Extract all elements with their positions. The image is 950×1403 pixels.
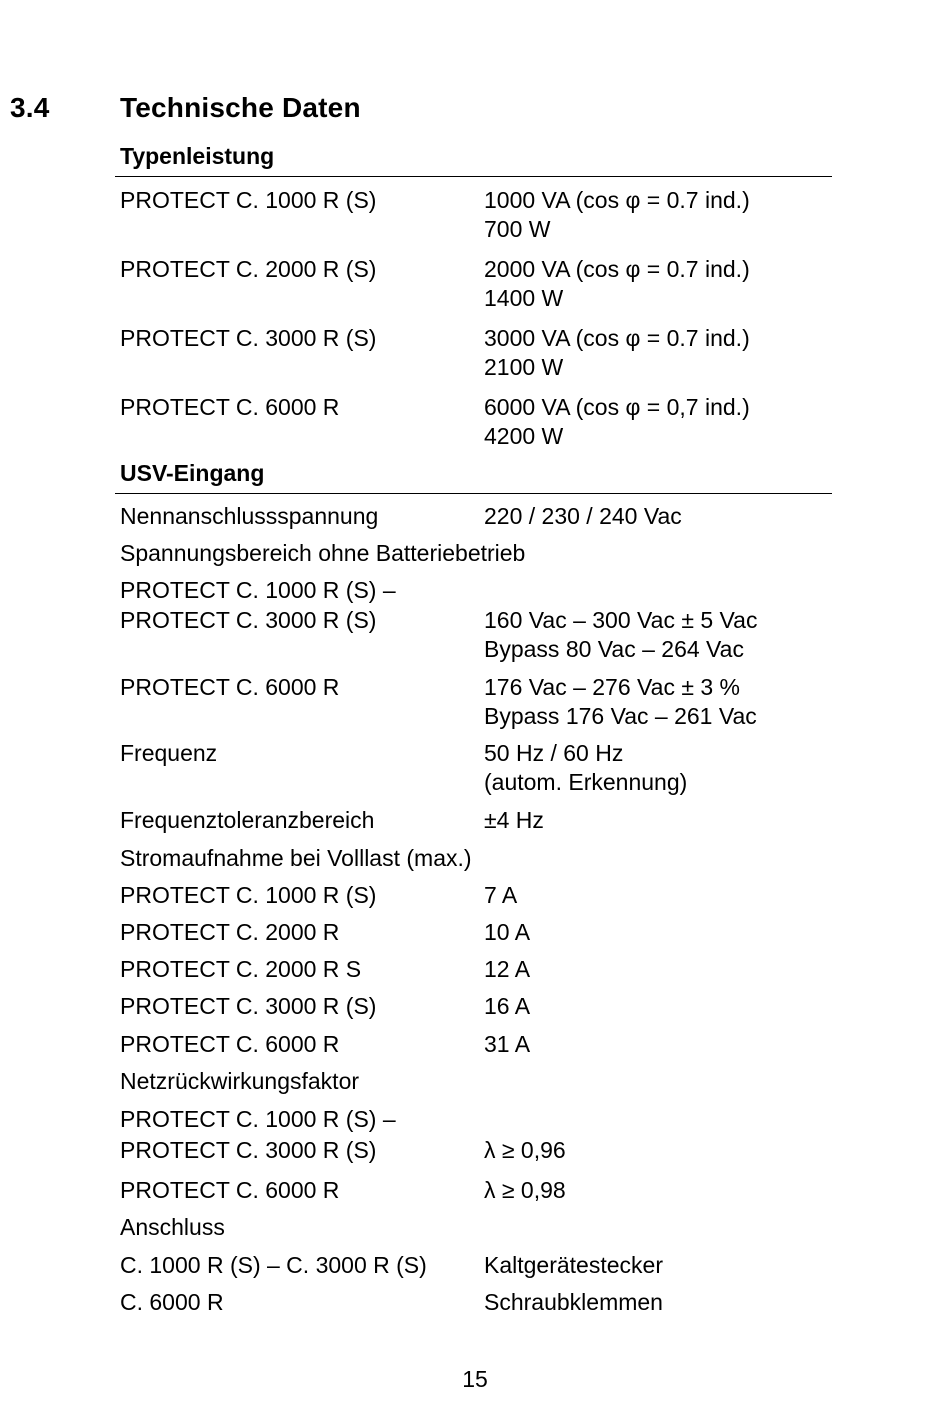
anschluss-title: Anschluss (120, 1214, 225, 1240)
strom-title: Stromaufnahme bei Volllast (max.) (120, 845, 472, 871)
spannung-range-a-value1: 160 Vac – 300 Vac ± 5 Vac (484, 607, 758, 633)
typ-model: PROTECT C. 2000 R (S) (120, 256, 377, 282)
spannungsbereich-title: Spannungsbereich ohne Batteriebetrieb (120, 540, 526, 566)
anschluss-value: Kaltgerätestecker (484, 1252, 663, 1278)
typ-w: 1400 W (484, 285, 564, 311)
typ-value (484, 255, 750, 313)
typ-w: 700 W (484, 216, 551, 242)
spannung-range-b-value (484, 673, 757, 731)
strom-model: PROTECT C. 6000 R (120, 1031, 340, 1057)
usv-eingang-heading-text: USV-Eingang (120, 460, 265, 486)
netz-b-value: λ ≥ 0,98 (484, 1177, 566, 1203)
anschluss-value: Schraubklemmen (484, 1289, 663, 1315)
spannung-range-b-value2: Bypass 176 Vac – 261 Vac (484, 703, 757, 729)
section-title: Technische Daten (120, 92, 361, 123)
nenn-value: 220 / 230 / 240 Vac (484, 503, 682, 529)
netz-range-line2: PROTECT C. 3000 R (S) (120, 1137, 377, 1163)
freqtol-value: ±4 Hz (484, 807, 544, 833)
typ-value (484, 393, 750, 451)
section-number: 3.4 (10, 92, 50, 123)
frequenz-value (484, 739, 687, 797)
strom-model: PROTECT C. 3000 R (S) (120, 993, 377, 1019)
frequenz-label: Frequenz (120, 740, 218, 766)
freqtol-label: Frequenztoleranzbereich (120, 807, 375, 833)
anschluss-model: C. 6000 R (120, 1289, 224, 1315)
netz-b-label: PROTECT C. 6000 R (120, 1177, 340, 1203)
typ-va: 1000 VA (cos φ = 0.7 ind.) (484, 187, 750, 213)
typ-va: 2000 VA (cos φ = 0.7 ind.) (484, 256, 750, 282)
typ-va: 3000 VA (cos φ = 0.7 ind.) (484, 325, 750, 351)
typ-w: 2100 W (484, 354, 564, 380)
nenn-label: Nennanschlussspannung (120, 503, 379, 529)
page-number: 15 (462, 1366, 488, 1392)
typ-va: 6000 VA (cos φ = 0,7 ind.) (484, 394, 750, 420)
usv-eingang-heading (115, 460, 832, 494)
frequenz-value2: (autom. Erkennung) (484, 769, 688, 795)
strom-value: 7 A (484, 882, 518, 908)
spannung-range-b-label: PROTECT C. 6000 R (120, 674, 340, 700)
spannung-range-b-value1: 176 Vac – 276 Vac ± 3 % (484, 674, 740, 700)
strom-value: 12 A (484, 956, 531, 982)
netz-range-line1: PROTECT C. 1000 R (S) – (120, 1106, 396, 1132)
strom-value: 16 A (484, 993, 531, 1019)
typ-model: PROTECT C. 1000 R (S) (120, 187, 377, 213)
typ-model: PROTECT C. 6000 R (120, 394, 340, 420)
typ-value (484, 324, 750, 382)
typenleistung-heading (115, 143, 832, 177)
spannung-range-a-line2: PROTECT C. 3000 R (S) (120, 607, 377, 633)
typ-value (484, 186, 750, 244)
spannung-range-a-line1: PROTECT C. 1000 R (S) – (120, 577, 396, 603)
strom-model: PROTECT C. 2000 R S (120, 956, 362, 982)
strom-value: 31 A (484, 1031, 531, 1057)
strom-model: PROTECT C. 1000 R (S) (120, 882, 377, 908)
frequenz-value1: 50 Hz / 60 Hz (484, 740, 624, 766)
netz-range-value: λ ≥ 0,96 (484, 1137, 566, 1163)
typ-model: PROTECT C. 3000 R (S) (120, 325, 377, 351)
strom-model: PROTECT C. 2000 R (120, 919, 340, 945)
spannung-range-a-value2: Bypass 80 Vac – 264 Vac (484, 636, 744, 662)
anschluss-model: C. 1000 R (S) – C. 3000 R (S) (120, 1252, 427, 1278)
typenleistung-heading-text: Typenleistung (120, 143, 275, 169)
netz-title: Netzrückwirkungsfaktor (120, 1068, 360, 1094)
spannung-range-a-value (484, 606, 757, 664)
typ-w: 4200 W (484, 423, 564, 449)
strom-value: 10 A (484, 919, 531, 945)
